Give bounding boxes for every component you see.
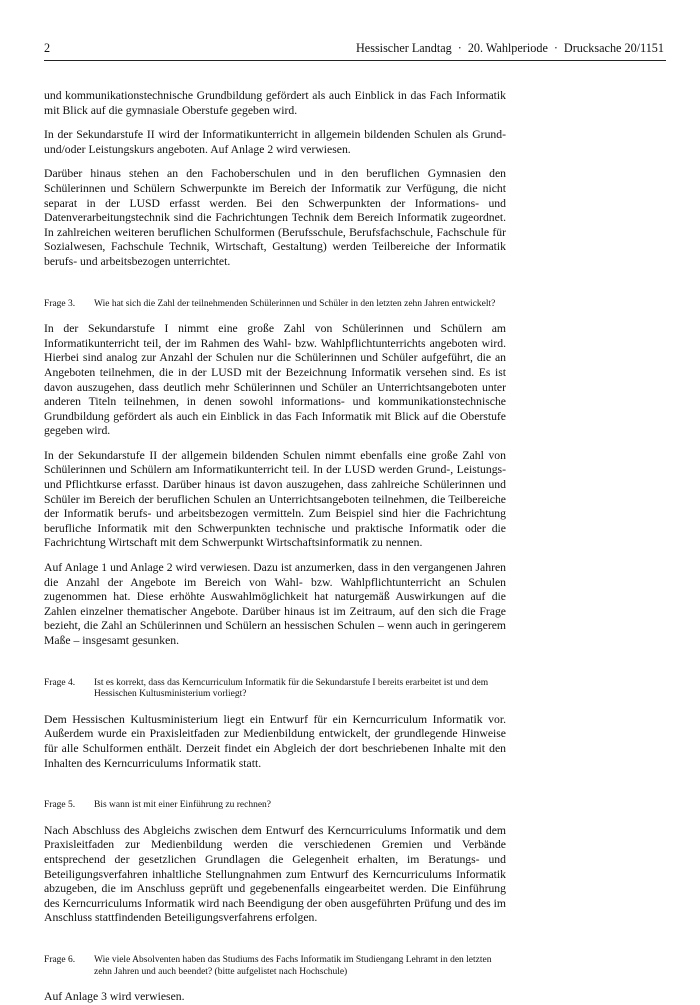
page-header <box>44 40 666 61</box>
question-6 <box>44 955 506 978</box>
question-5 <box>44 800 506 812</box>
question-3 <box>44 299 506 311</box>
legislative-period: 20. Wahlperiode <box>467 41 548 55</box>
answer-paragraph: In der Sekundarstufe I nimmt eine große Zahl von Schülerinnen und Schülern am Informatikunterricht teil, der im Rahmen des Wahl- bzw. Wahlpflichtunterrichts angeboten wird. Hierbei sind analog zur Anzahl der Schulen nur die Schülerinnen und Schüler aufgeführt, die an Angeboten teilnehmen, die in der LUSD mit der Bezeichnung Informatik versehen sind. Es ist davon auszugehen, dass deutlich mehr Schülerinnen und Schüler an Unterrichtsangeboten unter anderen Titeln teilnehmen, in denen sowohl informations- und kommunikationstechnische Grundbildung gefördert als auch ein Einblick in das Fach Informatik mit Blick auf die Oberstufe gegeben wird. <box>44 322 506 438</box>
paragraph: In der Sekundarstufe II wird der Informatikunterricht in allgemein bildenden Schulen als Grund- und/oder Leistungskurs angeboten. Auf Anlage 2 wird verwiesen. <box>44 128 506 156</box>
question-label: Frage 5. <box>44 800 76 811</box>
question-label: Frage 3. <box>44 298 76 309</box>
question-4 <box>44 678 506 701</box>
document-body <box>44 89 506 1005</box>
header-separator: · <box>457 41 462 55</box>
answer-paragraph: Auf Anlage 3 wird verwiesen. <box>44 990 185 1004</box>
answer-paragraph: Auf Anlage 1 und Anlage 2 wird verwiesen. Dazu ist anzumerken, dass in den vergangenen Jahren die Anzahl der Angebote im Bereich von Wahl- bzw. Wahlpflichtunterricht an Schulen zugenommen hat. Diese erhöhte Auswahlmöglichkeit hat naturgemäß Auswirkungen auf die Zahlen einzelner thematischer Angebote. Darüber hinaus ist im Zeitraum, auf den sich die Frage bezieht, die Zahl an Schülerinnen und Schülern an hessischen Schulen – wenn auch in geringerem Maße – insgesamt gesunken. <box>44 561 506 647</box>
document-number: Drucksache 20/1151 <box>563 41 664 55</box>
question-text: Ist es korrekt, dass das Kerncurriculum Informatik für die Sekundarstufe I bereits erarbeitet ist und dem Hessischen Kultusministerium vorliegt? <box>94 677 489 700</box>
question-label: Frage 6. <box>44 954 76 965</box>
publisher-name: Hessischer Landtag <box>355 41 452 55</box>
paragraph: und kommunikationstechnische Grundbildung gefördert als auch Einblick in das Fach Informatik mit Blick auf die gymnasiale Oberstufe gegeben wird. <box>44 89 506 117</box>
answer-paragraph: Dem Hessischen Kultusministerium liegt ein Entwurf für ein Kerncurriculum Informatik vor. Außerdem wurde ein Praxisleitfaden zur Medienbildung entwickelt, der grundlegende Hinweise für alle Schulformen enthält. Derzeit findet ein Abgleich der dort beschriebenen Inhalte mit den Inhalten des Kerncurriculums Informatik statt. <box>44 712 506 770</box>
paragraph: Darüber hinaus stehen an den Fachoberschulen und in den beruflichen Gymnasien den Schülerinnen und Schülern Schwerpunkte im Bereich der Informatik zur Verfügung, die nicht separat in der LUSD erfasst werden. Bei den Schwerpunkten der Informations- und Datenverarbeitungstechnik sind die Fachrichtungen Technik dem Bereich Informatik zugeordnet. In zahlreichen weiteren beruflichen Schulformen (Berufsschule, Berufsfachschule, Fachschule für Sozialwesen, Fachschule Technik, Wirtschaft, Gestaltung) werden Teilbereiche der Informatik berufs- und arbeitsbezogen unterrichtet. <box>44 167 506 268</box>
question-text: Wie viele Absolventen haben das Studiums des Fachs Informatik im Studiengang Lehramt in den letzten zehn Jahren und auch beendet? (bitte aufgelistet nach Hochschule) <box>94 954 492 977</box>
header-info <box>356 40 664 56</box>
question-label: Frage 4. <box>44 677 76 688</box>
header-separator: · <box>553 41 558 55</box>
question-text: Wie hat sich die Zahl der teilnehmenden Schülerinnen und Schüler in den letzten zehn Jahren entwickelt? <box>94 298 496 309</box>
answer-paragraph: Nach Abschluss des Abgleichs zwischen dem Entwurf des Kerncurriculums Informatik und dem Praxisleitfaden zur Medienbildung werden die verschiedenen Gremien und Verbände entsprechend der gesetzlichen Grundlagen die Gelegenheit erhalten, im Beratungs- und Beteiligungsverfahren inhaltliche Stellungnahmen zum Entwurf des Kerncurriculums Informatik abzugeben, die im Anschluss geprüft und gegebenenfalls eingearbeitet werden. Die Einführung des Kerncurriculums Informatik wird nach Beendigung der oben ausgeführten Prüfung und des im Anschluss stattfindenden Beteiligungsverfahrens erfolgen. <box>44 823 506 925</box>
question-text: Bis wann ist mit einer Einführung zu rechnen? <box>94 800 272 811</box>
answer-paragraph: In der Sekundarstufe II der allgemein bildenden Schulen nimmt ebenfalls eine große Zahl von Schülerinnen und Schülern am Informatikunterricht teil. In der LUSD werden Grund-, Leistungs- und Pflichtkurse erfasst. Darüber hinaus ist davon auszugehen, dass zahlreiche Schülerinnen und Schüler im Bereich der beruflichen Schulen an Unterrichtsangeboten teilnehmen, die Teilbereiche der Informatik berufs- und arbeitsbezogen vermitteln. Zum Beispiel sind hier die Fachrichtung berufliche Informatik mit den Schwerpunkten technische und praktische Informatik oder die Fachrichtung Wirtschaft mit dem Schwerpunkt Wirtschaftsinformatik zu nennen. <box>44 448 506 550</box>
page-number: 2 <box>44 41 51 55</box>
